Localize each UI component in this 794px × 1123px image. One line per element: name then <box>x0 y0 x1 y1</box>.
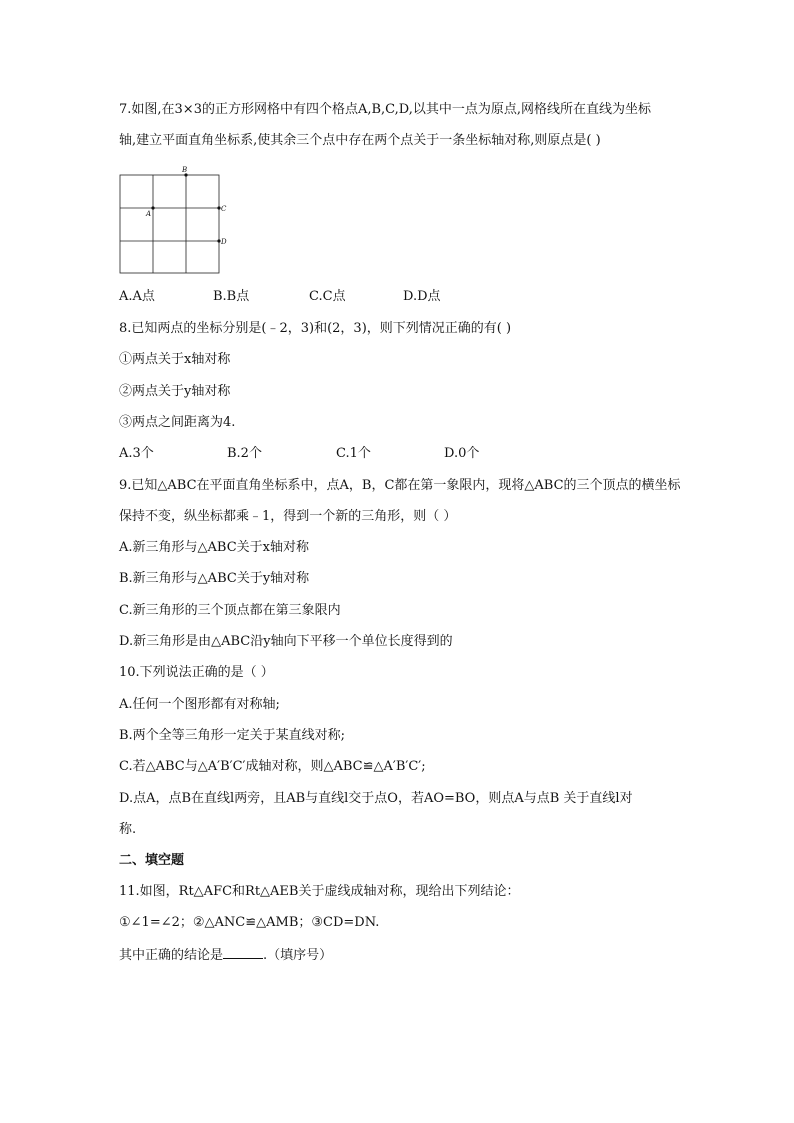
section-title: 二、填空题 <box>119 853 185 868</box>
q9-option-b: B.新三角形与△ABC关于y轴对称 <box>119 571 310 586</box>
q9-option-d: D.新三角形是由△ABC沿y轴向下平移一个单位长度得到的 <box>119 634 453 649</box>
q8-option-c: C.1个 <box>336 446 371 461</box>
q8-option-d: D.0个 <box>444 446 480 461</box>
point-c-label: C <box>221 205 227 213</box>
q9-line-1: 9.已知△ABC在平面直角坐标系中，点A，B，C都在第一象限内，现将△ABC的三个顶点的横坐标 <box>119 478 681 493</box>
q11-answer-line <box>119 946 332 964</box>
q10-option-a: A.任何一个图形都有对称轴; <box>119 697 280 712</box>
q9-option-c: C.新三角形的三个顶点都在第三象限内 <box>119 603 341 618</box>
q7-option-b: B.B点 <box>213 289 250 304</box>
q11-conclusions: ①∠1=∠2；②△ANC≌△AMB；③CD=DN. <box>119 915 380 930</box>
answer-blank[interactable] <box>223 946 263 959</box>
point-b-label: B <box>182 166 188 174</box>
q7-option-c: C.C点 <box>309 289 346 304</box>
q7-grid-figure <box>119 166 227 276</box>
q8-stem: 8.已知两点的坐标分别是(﹣2，3)和(2，3)，则下列情况正确的有( ) <box>119 321 512 336</box>
q9-option-a: A.新三角形与△ABC关于x轴对称 <box>119 540 309 555</box>
q10-option-b: B.两个全等三角形一定关于某直线对称; <box>119 728 346 743</box>
q8-statement-2: ②两点关于y轴对称 <box>119 384 231 399</box>
point-d-label: D <box>221 238 227 246</box>
q8-option-b: B.2个 <box>227 446 262 461</box>
q10-stem: 10.下列说法正确的是（ ） <box>119 665 274 680</box>
q9-line-2: 保持不变，纵坐标都乘﹣1，得到一个新的三角形，则（ ） <box>119 509 457 524</box>
q11-stem: 11.如图，Rt△AFC和Rt△AEB关于虚线成轴对称，现给出下列结论： <box>119 884 520 899</box>
point-a-dot <box>151 206 154 209</box>
q7-option-a: A.A点 <box>119 289 155 304</box>
q11-answer-suffix: .（填序号） <box>263 948 333 963</box>
q10-option-d-continued: 称. <box>119 822 137 837</box>
q11-answer-prefix: 其中正确的结论是 <box>119 948 224 963</box>
q10-option-c: C.若△ABC与△A′B′C′成轴对称，则△ABC≌△A′B′C′; <box>119 759 426 774</box>
q8-option-a: A.3个 <box>119 446 154 461</box>
q10-option-d: D.点A，点B在直线l两旁，且AB与直线l交于点O，若AO=BO，则点A与点B 关于直线l对 <box>119 791 633 806</box>
q8-statement-3: ③两点之间距离为4. <box>119 415 236 430</box>
q7-line-1: 7.如图,在3×3的正方形网格中有四个格点A,B,C,D,以其中一点为原点,网格线所在直线为坐标 <box>119 102 652 117</box>
q7-line-2: 轴,建立平面直角坐标系,使其余三个点中存在两个点关于一条坐标轴对称,则原点是( ) <box>119 133 601 148</box>
point-a-label: A <box>146 210 152 218</box>
q7-option-d: D.D点 <box>403 289 441 304</box>
q8-statement-1: ①两点关于x轴对称 <box>119 352 231 367</box>
